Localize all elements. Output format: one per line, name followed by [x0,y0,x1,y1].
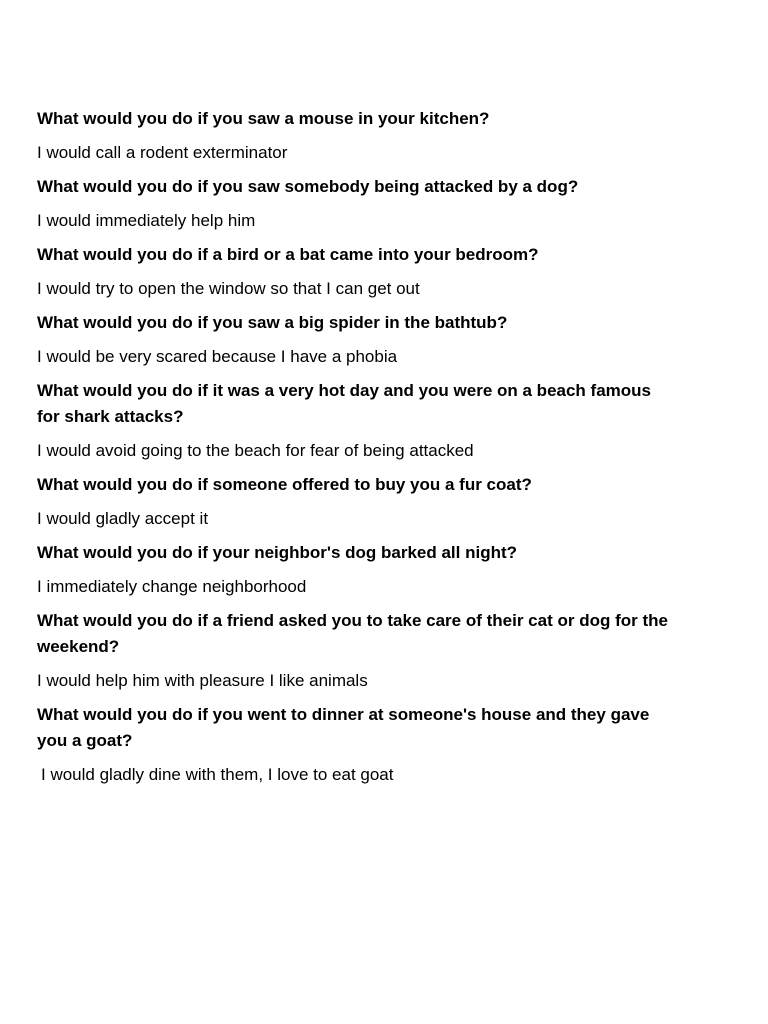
answer-text: I would gladly accept it [37,509,209,528]
qa-item [37,310,677,370]
answer-text: I would try to open the window so that I can get out [37,279,420,298]
question-text: What would you do if you saw somebody being attacked by a dog? [37,177,579,196]
question-text: What would you do if a friend asked you to take care of their cat or dog for the weekend? [37,611,668,656]
qa-item [37,106,677,166]
qa-item [37,608,677,694]
answer-text: I would be very scared because I have a phobia [37,347,398,366]
question-text: What would you do if someone offered to buy you a fur coat? [37,475,532,494]
question-text: What would you do if you saw a mouse in your kitchen? [37,109,490,128]
answer-text: I would gladly dine with them, I love to eat goat [41,765,394,784]
qa-item [37,242,677,302]
qa-item [37,378,677,464]
qa-item [37,702,677,788]
question-text: What would you do if it was a very hot day and you were on a beach famous for shark attacks? [37,381,651,426]
answer-text: I would immediately help him [37,211,256,230]
answer-text: I would help him with pleasure I like animals [37,671,368,690]
question-text: What would you do if you saw a big spider in the bathtub? [37,313,508,332]
answer-text: I would avoid going to the beach for fear of being attacked [37,441,474,460]
question-text: What would you do if a bird or a bat came into your bedroom? [37,245,539,264]
question-text: What would you do if you went to dinner at someone's house and they gave you a goat? [37,705,650,750]
qa-item [37,472,677,532]
document-page [37,106,677,796]
qa-item [37,540,677,600]
qa-item [37,174,677,234]
question-text: What would you do if your neighbor's dog barked all night? [37,543,518,562]
answer-text: I immediately change neighborhood [37,577,307,596]
answer-text: I would call a rodent exterminator [37,143,288,162]
